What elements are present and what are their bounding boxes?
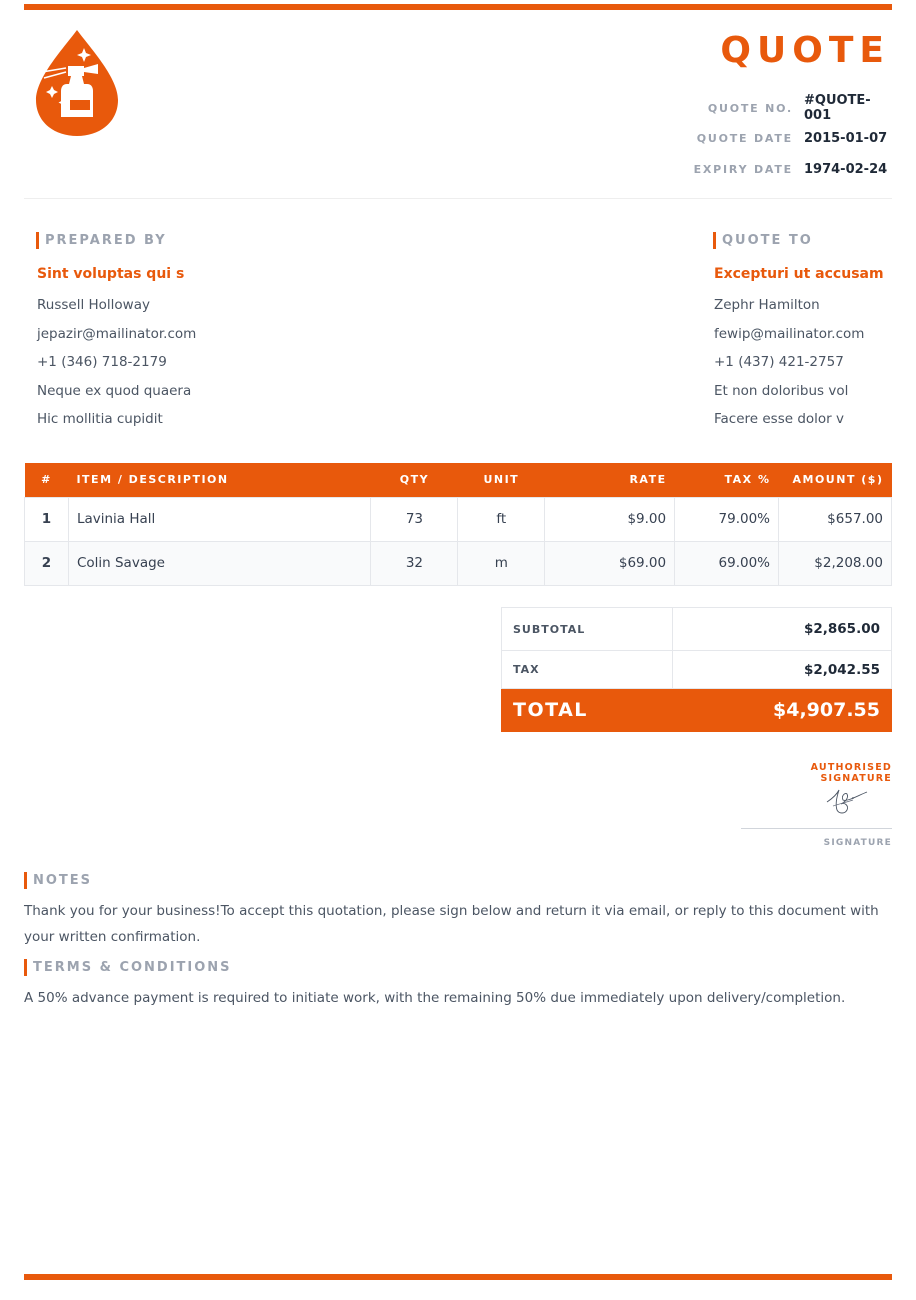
signature-block	[741, 762, 892, 848]
quote-to-company: Excepturi ut accusam	[714, 266, 884, 282]
column-header-unit: UNIT	[458, 463, 545, 497]
prepared-by-phone: +1 (346) 718-2179	[37, 354, 167, 370]
cell-unit: m	[458, 541, 545, 585]
handwritten-signature-icon	[823, 784, 871, 816]
column-header-number: #	[25, 463, 69, 497]
meta-label: QUOTE NO.	[707, 101, 793, 115]
total-value: $4,907.55	[673, 689, 892, 732]
quote-to-section	[714, 232, 884, 428]
signature-title: AUTHORISED SIGNATURE	[810, 762, 892, 784]
cell-amount: $2,208.00	[779, 541, 892, 585]
cell-amount: $657.00	[779, 497, 892, 541]
quote-number: #QUOTE-001	[804, 93, 871, 124]
total-row	[502, 689, 892, 732]
terms-text: A 50% advance payment is required to initiate work, with the remaining 50% due immediately upon delivery/completion.	[24, 990, 846, 1006]
quote-date-row	[592, 124, 892, 155]
totals-table	[501, 607, 892, 732]
subtotal-value: $2,865.00	[673, 608, 892, 651]
terms-label: TERMS & CONDITIONS	[24, 959, 892, 976]
tax-value: $2,042.55	[673, 651, 892, 689]
column-header-amount: AMOUNT ($)	[779, 463, 892, 497]
cell-description: Colin Savage	[68, 541, 371, 585]
prepared-by-company: Sint voluptas qui s	[37, 266, 185, 282]
bottom-accent-bar	[24, 1274, 892, 1280]
signature-caption: SIGNATURE	[823, 838, 892, 848]
table-row	[25, 497, 892, 541]
cell-qty: 73	[371, 497, 458, 541]
quote-to-email: fewip@mailinator.com	[714, 325, 865, 342]
quote-date: 2015-01-07	[804, 131, 888, 147]
meta-label: QUOTE DATE	[696, 132, 793, 146]
cell-number: 1	[25, 497, 69, 541]
expiry-date: 1974-02-24	[804, 161, 888, 177]
prepared-by-label: PREPARED BY	[36, 232, 196, 249]
prepared-by-address-line-2: Hic mollitia cupidit	[37, 411, 163, 427]
notes-text: Thank you for your business!To accept this quotation, please sign below and return it via email, or reply to this document with your written confirmation.	[24, 903, 879, 945]
prepared-by-address-line-1: Neque ex quod quaera	[37, 382, 192, 399]
quote-to-phone: +1 (437) 421-2757	[714, 354, 844, 370]
header-divider	[24, 198, 892, 199]
prepared-by-contact-name: Russell Holloway	[37, 297, 150, 313]
column-header-qty: QTY	[371, 463, 458, 497]
cell-description: Lavinia Hall	[68, 497, 371, 541]
cell-unit: ft	[458, 497, 545, 541]
notes-label: NOTES	[24, 872, 892, 889]
subtotal-row	[502, 608, 892, 651]
cell-number: 2	[25, 541, 69, 585]
cell-qty: 32	[371, 541, 458, 585]
quote-number-row	[592, 93, 892, 124]
expiry-date-row	[592, 154, 892, 185]
column-header-description: ITEM / DESCRIPTION	[68, 463, 371, 497]
quote-to-address-line-2: Facere esse dolor v	[714, 411, 845, 427]
meta-label: EXPIRY DATE	[693, 162, 793, 176]
total-label: TOTAL	[502, 689, 673, 732]
terms-section	[24, 959, 892, 1011]
prepared-by-section	[37, 232, 196, 428]
column-header-rate: RATE	[545, 463, 675, 497]
table-row	[25, 541, 892, 585]
table-header-row	[25, 463, 892, 497]
column-header-tax: TAX %	[675, 463, 779, 497]
cell-tax: 79.00%	[675, 497, 779, 541]
spray-bottle-drop-logo-icon	[34, 28, 120, 138]
quote-to-address-line-1: Et non doloribus vol	[714, 382, 849, 399]
tax-label: TAX	[502, 651, 673, 689]
top-accent-bar	[24, 4, 892, 10]
subtotal-label: SUBTOTAL	[502, 608, 673, 651]
tax-row	[502, 651, 892, 689]
signature-line	[741, 828, 892, 829]
document-title: QUOTE	[720, 30, 890, 71]
quote-meta	[592, 93, 892, 185]
cell-rate: $9.00	[545, 497, 675, 541]
cell-rate: $69.00	[545, 541, 675, 585]
prepared-by-email: jepazir@mailinator.com	[37, 325, 197, 342]
notes-section	[24, 872, 892, 950]
line-items-table	[24, 463, 892, 586]
quote-to-label: QUOTE TO	[713, 232, 884, 249]
cell-tax: 69.00%	[675, 541, 779, 585]
quote-to-contact-name: Zephr Hamilton	[714, 297, 820, 313]
